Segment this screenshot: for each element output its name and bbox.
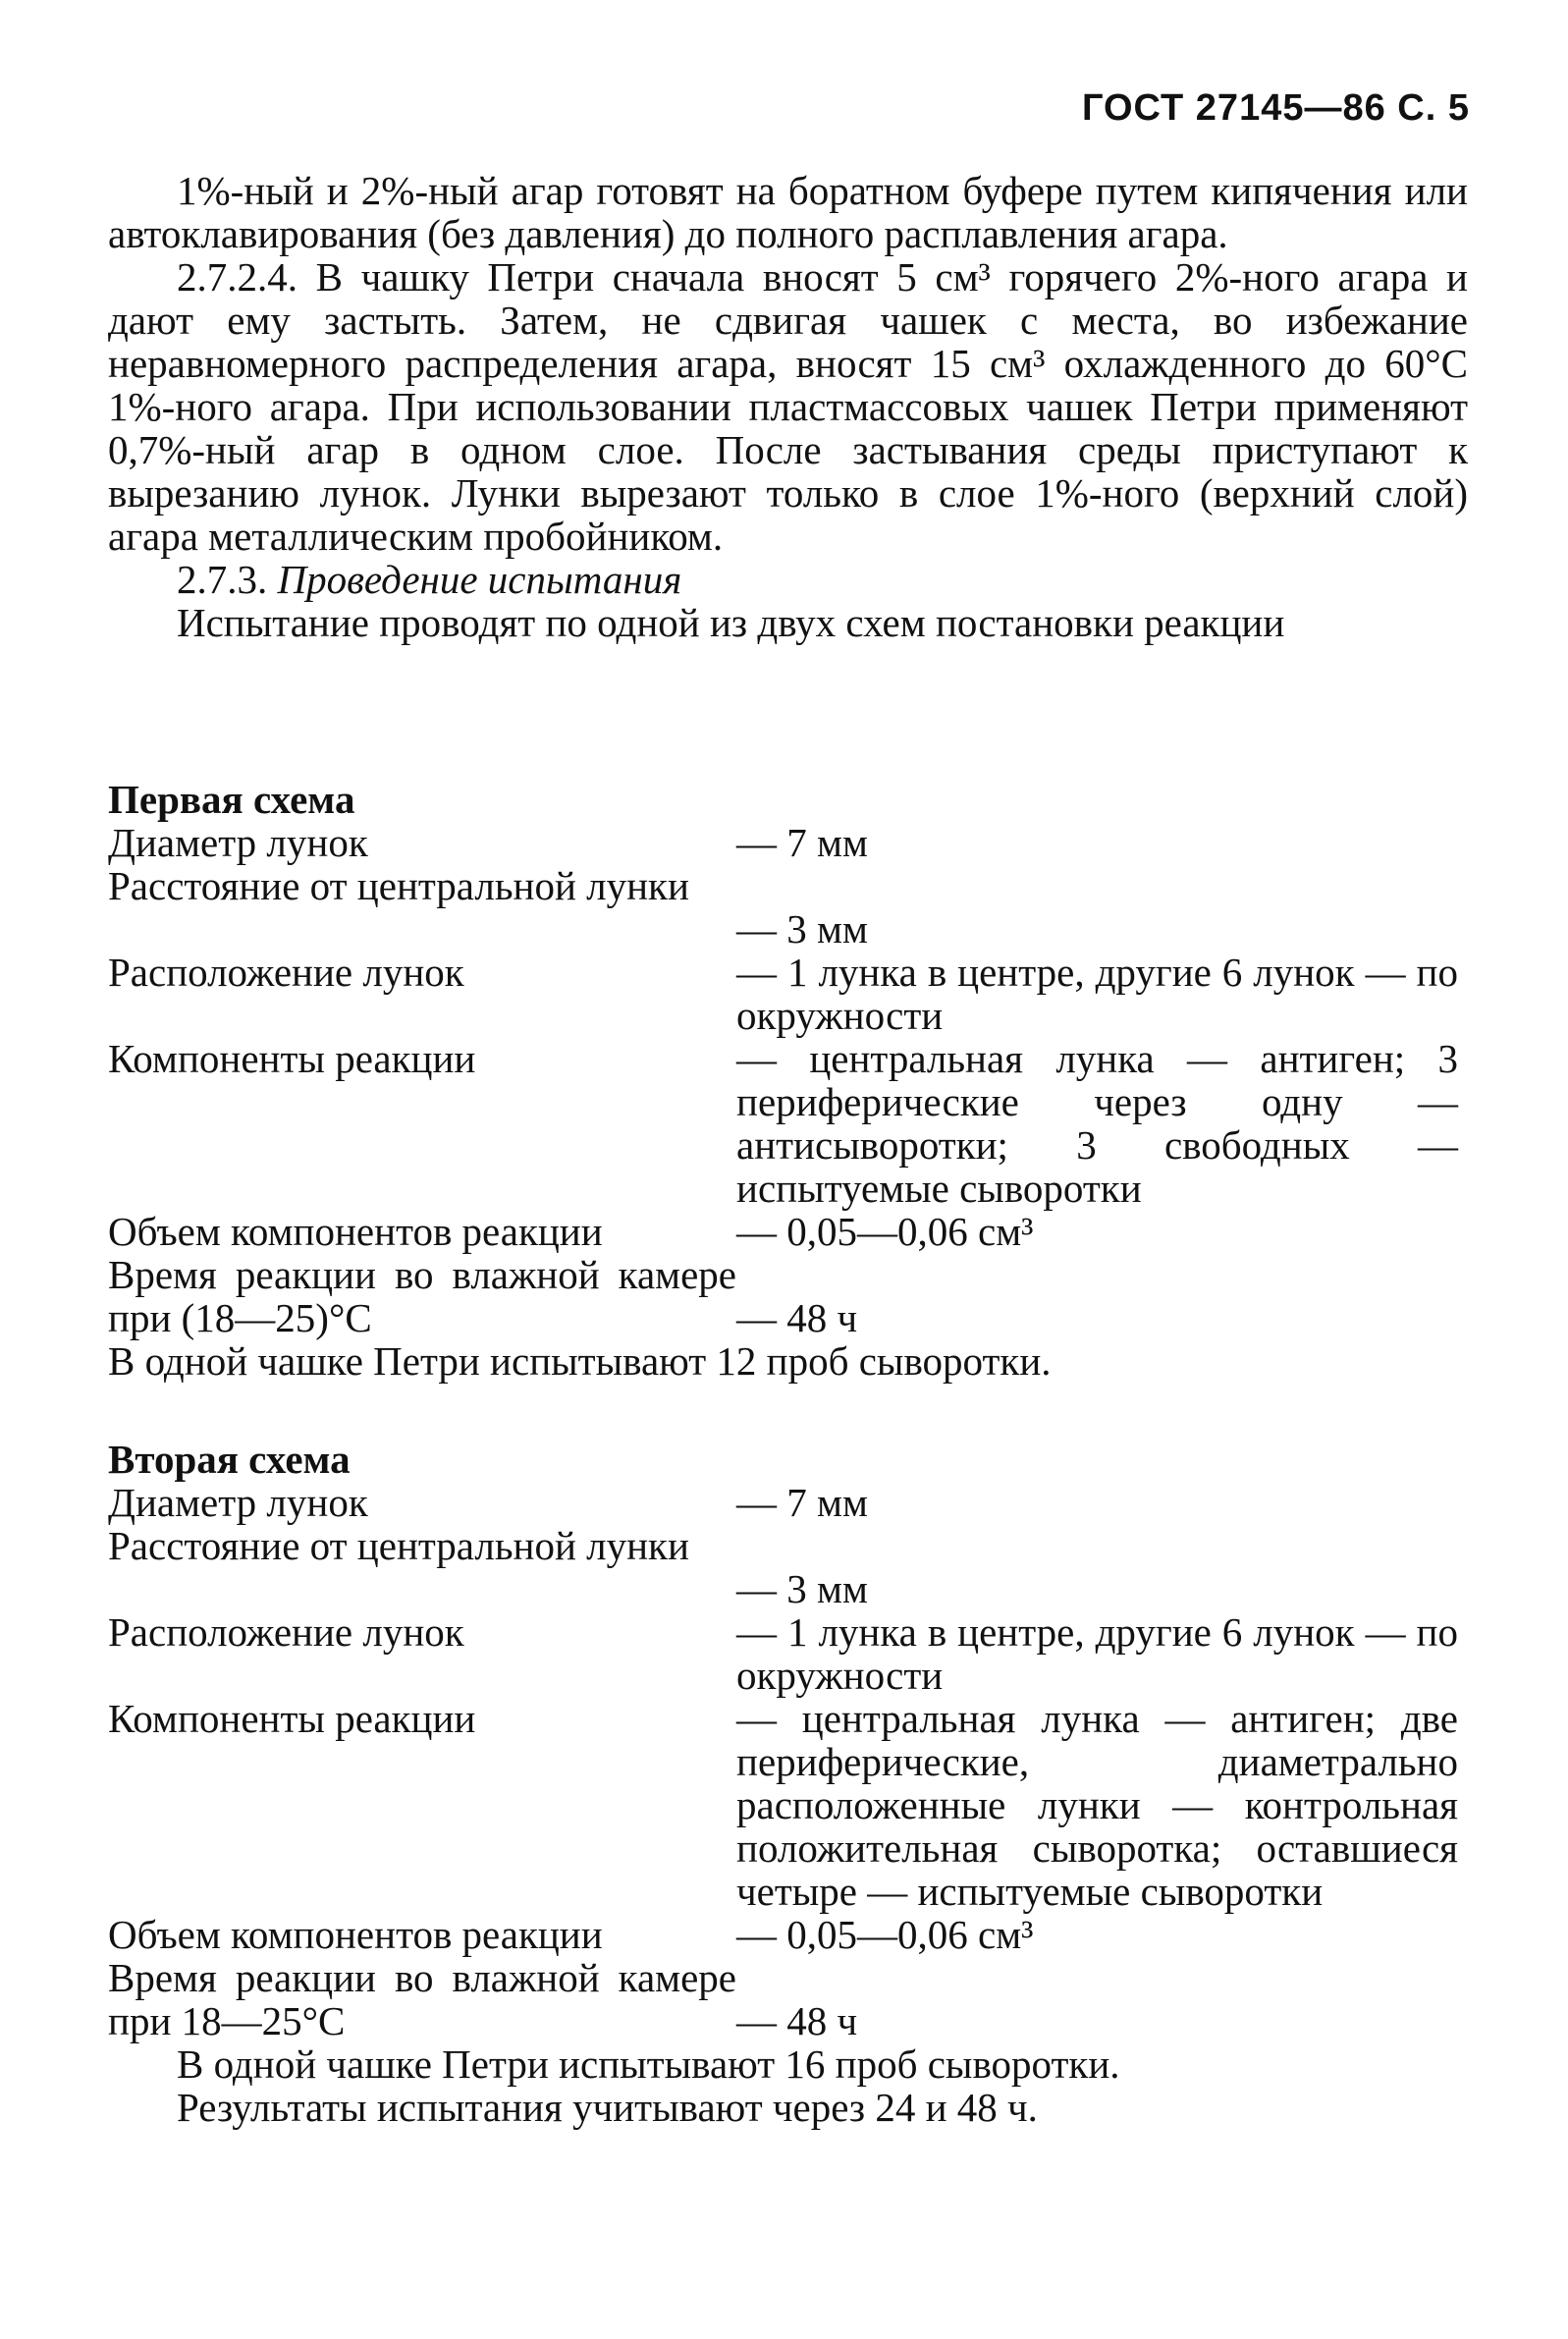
row-label: Расстояние от центральной лунки — [108, 863, 689, 908]
row-label: Время реакции во влажной камере при (18—25)°С — [108, 1252, 736, 1340]
row-value: — 3 мм — [736, 1566, 868, 1611]
row-value: — 3 мм — [736, 906, 868, 952]
scheme-2-row — [108, 1610, 1468, 1697]
scheme-2-note: В одной чашке Петри испытывают 16 проб сыворотки. — [177, 2041, 1120, 2087]
row-label: Диаметр лунок — [108, 820, 368, 865]
paragraph-2-7-2-4: 2.7.2.4. В чашку Петри сначала вносят 5 см³ горячего 2%-ного агара и дают ему застыть. Затем, не сдвигая чашек с места, во избежание неравномерного распределения агара, вносят 15 см³ охлажденного до 60°С 1%-ного агара. При использовании пластмассовых чашек Петри применяют 0,7%-ный агар в одном слое. После застывания среды приступают к вырезанию лунок. Лунки вырезают только в слое 1%-ного (верхний слой) агара металлическим пробойником. — [108, 254, 1468, 559]
scheme-1-row — [108, 1037, 1468, 1210]
scheme-1-row — [108, 864, 1468, 951]
row-value: — 7 мм — [736, 1480, 868, 1525]
row-label: Компоненты реакции — [108, 1696, 476, 1741]
row-value: — 1 лунка в центре, другие 6 лунок — по окружности — [736, 1609, 1458, 1698]
row-value: — 0,05—0,06 см³ — [736, 1912, 1034, 1957]
section-number: 2.7.3. — [177, 557, 268, 602]
row-value: — центральная лунка — антиген; 3 периферические через одну — антисыворотки; 3 свободных — испытуемые сыворотки — [736, 1036, 1458, 1211]
section-heading-2-7-3 — [108, 558, 1468, 601]
paragraph-agar-prep: 1%-ный и 2%-ный агар готовят на боратном буфере путем кипячения или автоклавирования (без давления) до полного расплавления агара. — [108, 168, 1468, 256]
scheme-1-note: В одной чашке Петри испытывают 12 проб сыворотки. — [108, 1338, 1052, 1384]
scheme-2-row — [108, 1697, 1468, 1913]
row-label: Диаметр лунок — [108, 1480, 368, 1525]
scheme-2-row — [108, 1913, 1468, 1956]
row-value: — 7 мм — [736, 820, 868, 865]
row-value: — 48 ч — [736, 1998, 858, 2043]
row-label: Объем компонентов реакции — [108, 1912, 603, 1957]
scheme-1-row — [108, 951, 1468, 1037]
row-label: Расположение лунок — [108, 1609, 464, 1655]
row-value: — 48 ч — [736, 1295, 858, 1340]
scheme-2-row — [108, 1481, 1468, 1524]
row-label: Время реакции во влажной камере при 18—25°С — [108, 1955, 736, 2043]
row-value: — центральная лунка — антиген; две периферические, диаметрально расположенные лунки — контрольная положительная сыворотка; оставшиеся четыре — испытуемые сыворотки — [736, 1696, 1458, 1914]
page-header: ГОСТ 27145—86 С. 5 — [1081, 87, 1470, 129]
scheme-1-title: Первая схема — [108, 777, 355, 822]
paragraph-test-schemes: Испытание проводят по одной из двух схем постановки реакции — [177, 600, 1285, 645]
scheme-2-row — [108, 1524, 1468, 1610]
scheme-1-row — [108, 1210, 1468, 1253]
scheme-1-row — [108, 1253, 1468, 1339]
row-label: Расстояние от центральной лунки — [108, 1523, 689, 1568]
row-value: — 1 лунка в центре, другие 6 лунок — по окружности — [736, 950, 1458, 1038]
results-note: Результаты испытания учитывают через 24 и 48 ч. — [177, 2085, 1038, 2130]
intro-section — [108, 169, 1468, 644]
scheme-2 — [108, 1438, 1468, 2129]
scheme-2-title: Вторая схема — [108, 1437, 351, 1482]
section-title: Проведение испытания — [277, 557, 682, 602]
row-value: — 0,05—0,06 см³ — [736, 1209, 1034, 1254]
scheme-1-row — [108, 821, 1468, 864]
row-label: Компоненты реакции — [108, 1036, 476, 1081]
row-label: Расположение лунок — [108, 950, 464, 995]
row-label: Объем компонентов реакции — [108, 1209, 603, 1254]
scheme-2-row — [108, 1956, 1468, 2042]
scheme-1 — [108, 778, 1468, 1383]
